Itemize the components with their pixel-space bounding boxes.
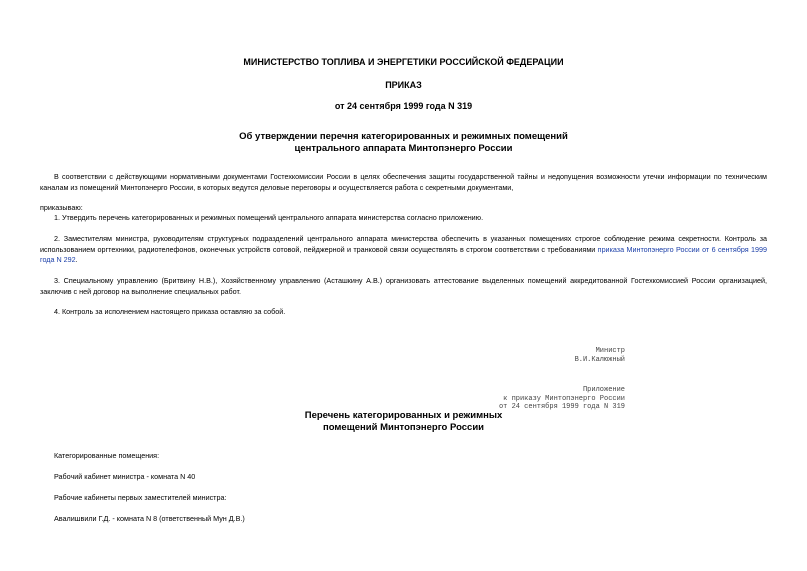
ministry-heading: МИНИСТЕРСТВО ТОПЛИВА И ЭНЕРГЕТИКИ РОССИЙСКОЙ ФЕДЕРАЦИИ <box>243 57 564 67</box>
list-item: Рабочий кабинет министра - комната N 40 <box>54 472 196 481</box>
point-2-end: . <box>75 255 78 264</box>
preamble-paragraph: В соответствии с действующими нормативными документами Гостехкомиссии России в целях обеспечения защиты государственной тайны и недопущения возможности утечки информации по техническим каналам из помещений Минтопэнерго России, в которых ведутся деловые переговоры и осуществляется работа с секретными документами, <box>40 172 767 192</box>
list-item: Категорированные помещения: <box>54 451 160 460</box>
appendix-label: Приложение <box>582 386 625 394</box>
document-title-line2: центрального аппарата Минтопэнерго России <box>294 143 513 154</box>
list-item: Авалишвили Г.Д. - комната N 8 (ответственный Мун Д.В.) <box>54 514 245 523</box>
appendix-ref-line1: к приказу Минтопэнерго России <box>503 394 625 403</box>
point-2-text: 2. Заместителям министра, руководителям структурных подразделений центрального аппарата министерства обеспечить в указанных помещениях строгое соблюдение режима секретности. Контроль за использованием оргтехники, радиотелефонов, оконечных устройств сотовой, пейджерной и транковой связи осуществлять в строгом соответствии с требованиями <box>40 234 767 254</box>
document-title <box>0 131 807 155</box>
signature-block <box>470 347 625 364</box>
signature-name: В.И.Калюжный <box>574 355 625 364</box>
point-3: 3. Специальному управлению (Бритвину Н.В.), Хозяйственному управлению (Асташкину А.В.) организовать аттестование выделенных помещений аккредитованной Гостехкомиссией России организацией, заключив с ней договор на выполнение специальных работ. <box>40 276 767 296</box>
point-2 <box>40 234 767 266</box>
document-date: от 24 сентября 1999 года N 319 <box>334 101 473 111</box>
order-292-link[interactable]: приказа Минтопэнерго России от 6 сентября 1999 года N 292 <box>40 244 768 264</box>
appendix-title-line1: Перечень категорированных и режимных <box>304 410 503 421</box>
point-4: 4. Контроль за исполнением настоящего приказа оставляю за собой. <box>54 307 286 316</box>
point-1: 1. Утвердить перечень категорированных и режимных помещений центрального аппарата министерства согласно приложению. <box>54 213 484 222</box>
document-type: ПРИКАЗ <box>385 80 422 90</box>
document-title-line1: Об утверждении перечня категорированных и режимных помещений <box>239 131 568 142</box>
appendix-reference <box>470 386 625 412</box>
list-item: Рабочие кабинеты первых заместителей министра: <box>54 493 227 502</box>
appendix-title <box>0 410 807 434</box>
signature-position: Министр <box>595 347 625 355</box>
appendix-title-line2: помещений Минтопэнерго России <box>322 422 484 433</box>
appendix-ref-line2: от 24 сентября 1999 года N 319 <box>498 403 625 411</box>
order-word: приказываю: <box>40 203 83 212</box>
